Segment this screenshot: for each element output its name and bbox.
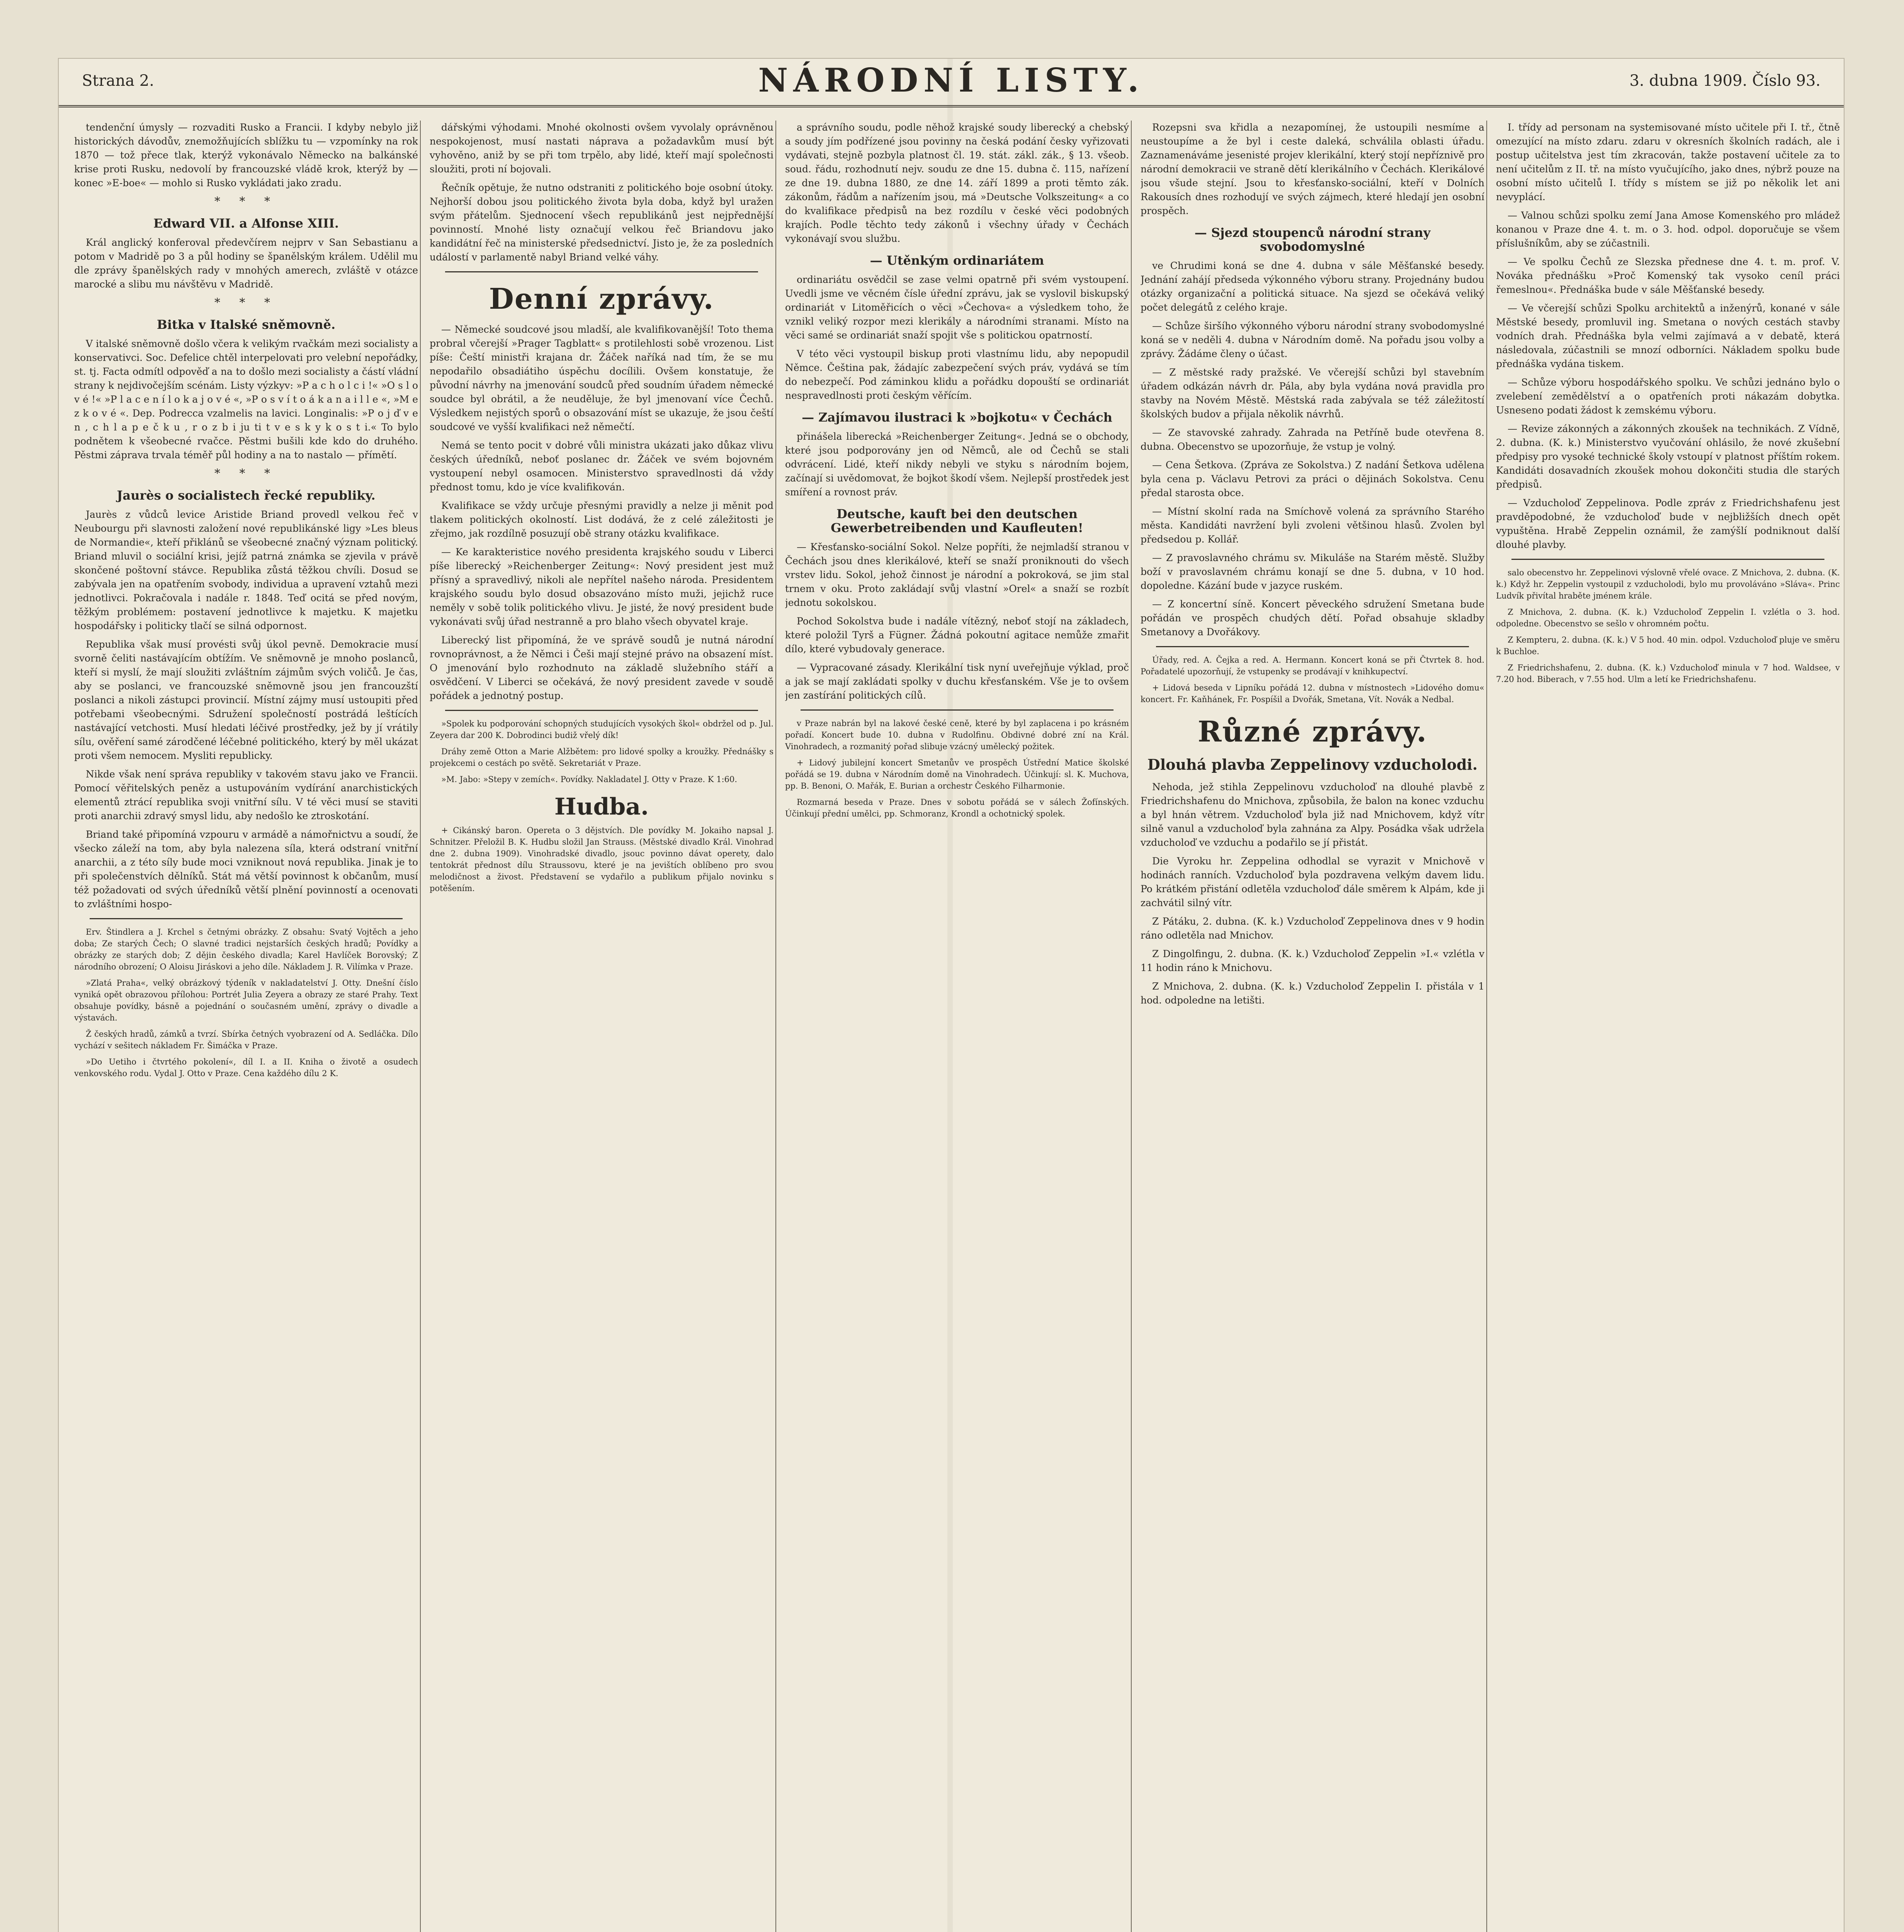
- article-text: Republika však musí provésti svůj úkol pevně. Demokracie musí svorně čeliti nastávajícím obtížím. Ve sněmovně je mnoho poslanců, kteří si myslí, že mají sloužiti zvláštním zájmům svých voličů. Je čas, aby se poslanci, ve francouzské sněmovně jsou jen francouzští poslanci a nikoli zástupci provincií. Místní zájmy musí ustoupiti před potřebami všeobecnými. Sdružení společností postrádá leštících nastávající vetchosti. Musí hledati léčivé prostředky, jež by jí vrátily sílu, ověření samé zárodčené léčebné politického, který by měl ukázat proti všem nemocem. Mysliti republicky.: [74, 639, 418, 761]
- article-text: Pochod Sokolstva bude i nadále vítězný, neboť stojí na základech, které položil Tyrš a Fügner. Žádná pokoutní agitace nemůže zmařit dílo, které vybudovaly generace.: [785, 616, 1129, 655]
- article-text: V této věci vystoupil biskup proti vlastnímu lidu, aby nepopudil Němce. Čeština pak, žádajíc zabezpečení svých práv, vydává se tím do nebezpečí. Pod záminkou klidu a pořádku dopouští se ordinariát nespravedlnosti proti českým věřícím.: [785, 348, 1129, 401]
- notice-text: + Cikánský baron. Opereta o 3 dějstvích. Dle povídky M. Jokaiho napsal J. Schnitzer. Přeložil B. K. Hudbu složil Jan Strauss. (Městské divadlo Král. Vinohrad dne 2. dubna 1909). Vinohradské divadlo, jsouc povinno dávat operety, dalo tentokrát přednost dílu Straussovu, které je na jevištích oblíbeno pro svou melodičnost a živost. Představení se vydařilo a publikum přijalo novinku s potěšením.: [430, 826, 774, 893]
- article-heading: Jaurès o socialistech řecké republiky.: [117, 488, 376, 503]
- section-rule: [801, 709, 1114, 711]
- article-text: Král anglický konferoval předevčírem nejprv v San Sebastianu a potom v Madridě po 3 a půl hodiny se španělským králem. Udělil mu dle zprávy španělských rady v mnohých amerech, zvláště v otázce marocké a slibu mu návštěvu v Madridě.: [74, 237, 418, 290]
- section-heading: Různé zprávy.: [1198, 715, 1427, 748]
- section-heading: Hudba.: [554, 793, 649, 820]
- article-heading: — Utěnkým ordinariátem: [870, 253, 1044, 268]
- notice-text: »Spolek ku podporování schopných studujících vysokých škol« obdržel od p. Jul. Zeyera dar 200 K. Dobrodinci budiž vřelý dík!: [430, 719, 774, 740]
- column-5: [1496, 121, 1840, 1932]
- notice-text: »Zlatá Praha«, velký obrázkový týdeník v nakladatelství J. Otty. Dnešní číslo vyniká opět obrazovou přílohou: Portrét Julia Zeyera a obrazy ze staré Prahy. Text obsahuje povídky, básně a pojednání o současném umění, zprávy o divadle a výstavách.: [74, 978, 418, 1022]
- article-text: I. třídy ad personam na systemisované místo učitele při I. tř., čtně omezující na místo zdaru. zdaru v okresních školních radách, ale i postup učitelstva jest tím zkracován, takže postavení učitele za to není učitelům z II. tř. na místo vyučujícího, jako dnes, nýbrž pouze na osobní místo učitelů I. třídy s místem se již po několik let ani nevyplácí.: [1496, 122, 1840, 202]
- page-number: Strana 2.: [82, 72, 154, 90]
- masthead: [59, 59, 1844, 107]
- notice-text: »Do Uetiho i čtvrtého pokolení«, díl I. a II. Kniha o životě a osudech venkovského rodu. Vydal J. Otto v Praze. Cena každého dílu 2 K.: [74, 1057, 418, 1078]
- newspaper-title: NÁRODNÍ LISTY.: [758, 61, 1144, 99]
- separator: * * *: [214, 296, 278, 310]
- article-text: — Ze stavovské zahrady. Zahrada na Petříně bude otevřena 8. dubna. Obecenstvo se upozorňuje, že vstup je volný.: [1141, 427, 1484, 452]
- article-text: Řečník opětuje, že nutno odstraniti z politického boje osobní útoky. Nejhorší dobou jsou politického života byla doba, když byl uražen svým přátelům. Sjednocení všech republikánů jest nejpřednější povinností. Mnohé listy označují velkou řeč Briandovu jako kandidátní řeč na ministerské předsednictví. Jisto je, že za posledních událostí v parlamentě nabyl Briand velké váhy.: [430, 182, 774, 263]
- article-text: — Valnou schůzi spolku zemí Jana Amose Komenského pro mládež konanou v Praze dne 4. t. m. o 3. hod. odpol. doporučuje se všem příslušníkům, aby se zúčastnili.: [1496, 210, 1840, 249]
- column-1: [74, 121, 418, 1932]
- notice-text: »M. Jabo: »Stepy v zemích«. Povídky. Nakladatel J. Otty v Praze. K 1:60.: [441, 775, 737, 784]
- article-text: — Vzducholoď Zeppelinova. Podle zpráv z Friedrichshafenu jest pravděpodobné, že vzducholoď bude v nejbližších dnech opět vypuštěna. Hrabě Zeppelin oznámil, že zamýšlí podniknout další dlouhé plavby.: [1496, 497, 1840, 550]
- article-subheading: Dlouhá plavba Zeppelinovy vzducholodi.: [1147, 756, 1478, 773]
- notice-text: salo obecenstvo hr. Zeppelinovi výslovně vřelé ovace. Z Mnichova, 2. dubna. (K. k.) Když hr. Zeppelin vystoupil z vzducholodi, bylo mu provoláváno »Sláva«. Princ Ludvík přivítal hraběte jménem krále.: [1496, 568, 1840, 600]
- article-text: Jaurès z vůdců levice Aristide Briand provedl velkou řeč v Neubourgu při slavnosti založení nové republikánské ligy »Les bleus de Normandie«, kteří přiklánů se všeobecné značný význam politický. Briand mluvil o sociální krisi, jejíž patrná známka se zjevila v právě skončené poštovní stávce. Republika zůstá těžkou chvíli. Dosud se zabývala jen na opatřením svobody, individua a upravení vztahů mezi jednotlivci. Pokračovala i nadále r. 1848. Teď ocitá se před novým, těžkým problémem: postavení jednotlivce k majetku. K majetku hospodářsky i politicky tlačí se silná odpornost.: [74, 509, 418, 631]
- article-text: tendenční úmysly — rozvaditi Rusko a Francii. I kdyby nebylo již historických dávodův, znemožňujících sblížku tu — vzpomínky na rok 1870 — tož přece tlak, kterýž vykonávalo Německo na balkánské krise proti Rusku, nedovolí by francouzské vládě krok, kterýž by — konec »E-boe« — mohlo si Rusko vykládati jako zradu.: [74, 122, 418, 189]
- article-text: — Schůze výboru hospodářského spolku. Ve schůzi jednáno bylo o zvelebení zemědělství a o opatřeních proti nákazám dobytka. Usneseno podati žádost k zemskému výboru.: [1496, 377, 1840, 416]
- article-text: Kvalifikace se vždy určuje přesnými pravidly a nelze ji měnit pod tlakem politických okolností. List dodává, že z celé záležitosti je zřejmo, jak rozdílně posuzují obě strany otázku kvalifikace.: [430, 500, 774, 539]
- article-text: — Cena Šetkova. (Zpráva ze Sokolstva.) Z nadání Šetkova udělena byla cena p. Václavu Petrovi za práci o dějinách Sokolstva. Cenu předal starosta obce.: [1141, 459, 1484, 498]
- article-text: Briand také připomíná vzpouru v armádě a námořnictvu a soudí, že všecko záleží na tom, aby byla nalezena síla, která odstraní vnitřní anarchii, a z této síly bude moci vzniknout nová republika. Jinak je to při společenstvích dělníků. Stát má větší povinnost k občanům, musí též požadovati od svých úředníků větší plnění povinností a ocenovati to zvláštními hospo-: [74, 829, 418, 910]
- article-text: V italské sněmovně došlo včera k velikým rvačkám mezi socialisty a konservativci. Soc. Defelice chtěl interpelovati pro velební nepořádky, st. tj. Facta odmítl odpověď a na to došlo mezi socialisty a částí vládní strany k nejdivočejším scénám. Listy výzkyv: »P a c h o l c i !« »O s l o v é !« »P l a c e n í l o k a j o v é «, »P o s v í t o á k a n a i l l e «, »M e z k o v é «. Dep. Podrecca vzalmelis na lavici. Longinalis: »P o j ď v e n , c h l a p e č k u , r o z b i ju ti t v e s k y k o s t i.« To bylo podnětem k všeobecné rvačce. Pěstmi bušili kde kdo do druhého. Pěstmi záprava trvala téměř půl hodiny a na to nastalo — přímětí.: [74, 338, 418, 461]
- article-text: — Vypracované zásady. Klerikální tisk nyní uveřejňuje výklad, proč a jak se mají zakládati spolky v duchu křesťanském. Vše je to ovšem jen zastírání politických cílů.: [785, 662, 1129, 701]
- notice-text: Dráhy země Otton a Marie Alžbětem: pro lidové spolky a kroužky. Přednášky s projekcemi o cestách po světě. Sekretariát v Praze.: [430, 747, 774, 768]
- article-text: Nemá se tento pocit v dobré vůli ministra ukázati jako důkaz vlivu českých úředníků, neboť poslanec dr. Žáček ve svém bojovném vystoupení nebyl osamocen. Ministerstvo spravedlnosti dá vždy přednost tomu, kdo je více kvalifikován.: [430, 440, 774, 493]
- column-3: [785, 121, 1129, 1932]
- article-heading: Edward VII. a Alfonse XIII.: [153, 216, 339, 231]
- section-heading: Denní zprávy.: [489, 282, 714, 316]
- article-text: Liberecký list připomíná, že ve správě soudů je nutná národní rovnoprávnost, a že Němci i Češi mají stejné právo na obsazení míst. O jmenování bylo rozhodnuto na základě služebního stáří a osvědčení. V Liberci se očekává, že nový president zavede v soudě pořádek a jednotný postup.: [430, 634, 774, 701]
- article-text: — Z pravoslavného chrámu sv. Mikuláše na Starém městě. Služby boží v pravoslavném chrámu konají se dne 5. dubna, v 10 hod. dopoledne. Kázání bude v jazyce ruském.: [1141, 552, 1484, 591]
- notice-text: v Praze nabrán byl na lakové české ceně, které by byl zaplacena i po krásném pořadí. Koncert bude 10. dubna v Rudolfinu. Obdivné dobré zní na Král. Vinohradech, a rozmanitý pořad slibuje vzácný umělecký požitek.: [785, 719, 1129, 751]
- article-text: přinášela liberecká »Reichenberger Zeitung«. Jedná se o obchody, které jsou podporovány jen od Němců, ale od Čechů se stali odvrácení. Lidé, kteří nikdy nebyli ve styku s národním bojem, začínají si uvědomovat, že bojkot škodí všem. Nejlepší prostředek jest smíření a rovnost práv.: [785, 431, 1129, 498]
- column-4: [1141, 121, 1484, 1932]
- article-text: Z Mnichova, 2. dubna. (K. k.) Vzducholoď Zeppelin I. přistála v 1 hod. odpoledne na letišti.: [1141, 981, 1484, 1006]
- article-text: — Z koncertní síně. Koncert pěveckého sdružení Smetana bude pořádán ve prospěch chudých dětí. Pořad obsahuje skladby Smetanovy a Dvořákovy.: [1141, 599, 1484, 638]
- article-heading: — Sjezd stoupenců národní strany svobodomyslné: [1194, 225, 1431, 254]
- article-text: ordinariátu osvědčil se zase velmi opatrně při svém vystoupení. Uvedli jsme ve věcném čísle úřední zprávu, jak se vyslovil biskupský ordinariát v Litoměřicích o věci »Čechova« a výsledkem toho, že vznikl veliký rozpor mezi klerikály a národními stranami. Místo na věci samé se ordinariát snaží spojit vše s politickou opatrností.: [785, 274, 1129, 341]
- notice-text: Z Friedrichshafenu, 2. dubna. (K. k.) Vzducholoď minula v 7 hod. Waldsee, v 7.20 hod. Biberach, v 7.55 hod. Ulm a letí ke Friedrichshafenu.: [1496, 663, 1840, 684]
- article-text: — Německé soudcové jsou mladší, ale kvalifikovanější! Toto thema probral včerejší »Prager Tagblatt« s protilehlosti sobě vrozenou. List píše: Čeští ministři krajana dr. Žáček naříká nad tím, že se mu nepodařilo obsadiátiho úspěchu docílili. Ovšem konstatuje, že původní návrhy na jmenování soudců před soudním úřadem německé soudce byl obrátil, a že neuděluje, že byl jmenovaní více Čechů. Výsledkem nejistých sporů o obsazování míst se ukazuje, že jsou čeští soudcové ve vyšší kvalifikaci než němečtí.: [430, 324, 774, 432]
- article-text: dářskými výhodami. Mnohé okolnosti ovšem vyvolaly oprávněnou nespokojenost, musí nastati náprava a požadavkům musí být vyhověno, aniž by se při tom trpělo, aby lidé, kteří mají společnosti sloužiti, proti ní bojovali.: [430, 122, 774, 175]
- column-divider: [1131, 121, 1132, 1932]
- quoted-slogan: Deutsche, kauft bei den deutschen Gewerbetreibenden und Kaufleuten!: [831, 507, 1083, 535]
- article-text: Rozepsni sva křidla a nezapomínej, že ustoupili nesmíme a neustoupíme a že byl i ceste daleká, schválila oblasti úřadu. Zaznamenáváme jesenisté projev klerikální, který stojí nepříznivě pro národní demokracii ve straně dětí klerikálního v Čechách. Klerikálové jsou všude stejní. Jsou to křesťansko-sociální, kteří v Dolních Rakousích dnes rozhodují ve svých zájmech, které hledají jen osobní prospěch.: [1141, 122, 1484, 216]
- article-text: — Ve včerejší schůzi Spolku architektů a inženýrů, konané v sále Městské besedy, promluvil ing. Smetana o nových cestách stavby vodních drah. Přednáška byla velmi zajímavá a v debatě, která následovala, zúčastnili se mnozí odborníci. Nákladem spolku bude přednáška vydána tiskem.: [1496, 303, 1840, 369]
- article-text: Nehoda, jež stihla Zeppelinovu vzducholoď na dlouhé plavbě z Friedrichshafenu do Mnichova, způsobila, že balon na konec vzduchu a byl hnán větrem. Vzducholoď byla již nad Mnichovem, když vítr silně vanul a vzducholoď byla zahnána za Alpy. Posádka však udržela vzducholoď ve vzduchu a podařilo se jí přistát.: [1141, 781, 1484, 848]
- notice-text: Ž českých hradů, zámků a tvrzí. Sbírka četných vyobrazení od A. Sedláčka. Dílo vychází v sešitech nákladem Fr. Šimáčka v Praze.: [74, 1029, 418, 1050]
- article-text: Z Dingolfingu, 2. dubna. (K. k.) Vzducholoď Zeppelin »I.« vzlétla v 11 hodin ráno k Mnichovu.: [1141, 948, 1484, 973]
- section-rule: [445, 710, 758, 711]
- newspaper-page: [58, 58, 1844, 1932]
- separator: * * *: [214, 195, 278, 208]
- article-text: — Křesťansko-sociální Sokol. Nelze popříti, že nejmladší stranou v Čechách jsou dnes klerikálové, kteří se snaží proniknouti do všech vrstev lidu. Sokol, jehož činnost je národní a pokroková, se jim stal trnem v oku. Proto zakládají svůj vlastní »Orel« a snaží se rozbít jednotu sokolskou.: [785, 541, 1129, 608]
- article-text: Nikde však není správa republiky v takovém stavu jako ve Francii. Pomocí věřitelských peněz a ustupováním vydírání anarchistických elementů ztrácí republika svoji vnitřní sílu. V té věci musí se staviti proti anarchii zdravý smysl lidu, aby nedošlo ke ztroskotání.: [74, 769, 418, 821]
- article-text: — Z městské rady pražské. Ve včerejší schůzi byl stavebním úřadem odkázán návrh dr. Pála, aby byla vydána nová pravidla pro stavby na Novém Městě. Městská rada zabývala se též záležitostí školských budov a přijala několik návrhů.: [1141, 367, 1484, 420]
- section-rule: [1511, 559, 1824, 560]
- notice-text: Z Kempteru, 2. dubna. (K. k.) V 5 hod. 40 min. odpol. Vzducholoď pluje ve směru k Buchloe.: [1496, 635, 1840, 656]
- column-2: [430, 121, 774, 1932]
- notice-text: Úřady, red. A. Čejka a red. A. Hermann. Koncert koná se při Čtvrtek 8. hod. Pořadatelé upozorňují, že vstupenky se prodávají v knihkupectví.: [1141, 655, 1484, 676]
- column-divider: [420, 121, 421, 1932]
- article-text: Z Pátáku, 2. dubna. (K. k.) Vzducholoď Zeppelinova dnes v 9 hodin ráno odletěla nad Mnichov.: [1141, 916, 1484, 941]
- separator: * * *: [214, 467, 278, 480]
- issue-date: 3. dubna 1909. Číslo 93.: [1629, 72, 1821, 90]
- article-text: Die Vyroku hr. Zeppelina odhodlal se vyrazit v Mnichově v hodinách ranních. Vzducholoď byla pozdravena velkým davem lidu. Po krátkém přistání odletěla vzducholoď dále směrem k Alpám, kde ji zachvátil silný vítr.: [1141, 855, 1484, 908]
- article-heading: Bitka v Italské sněmovně.: [156, 317, 336, 332]
- article-text: — Schůze širšího výkonného výboru národní strany svobodomyslné koná se v neděli 4. dubna v Národním domě. Na pořadu jsou volby a zprávy. Žádáme členy o účast.: [1141, 320, 1484, 359]
- notice-text: Erv. Štindlera a J. Krchel s četnými obrázky. Z obsahu: Svatý Vojtěch a jeho doba; Ze starých Čech; O slavné tradici nejstarších českých hradů; Povídky a obrázky ze starých dob; Z dějin českého divadla; Karel Havlíček Borovský; Z národního obrození; O Aloisu Jiráskovi a jeho díle. Nákladem J. R. Vilímka v Praze.: [74, 927, 418, 971]
- section-rule: [1156, 646, 1469, 647]
- article-text: — Místní skolní rada na Smíchově volená za správního Starého města. Kandidáti navržení byli zvoleni většinou hlasů. Zvolen byl předsedou p. Kollář.: [1141, 506, 1484, 545]
- article-text: — Revize zákonných a zákonných zkoušek na technikách. Z Vídně, 2. dubna. (K. k.) Ministerstvo vyučování ohlásilo, že nové zkušební předpisy pro vysoké technické školy vstoupí v platnost příštím rokem. Kandidáti dosavadních zkoušek mohou dokončiti studia dle starých předpisů.: [1496, 423, 1840, 490]
- article-text: a správního soudu, podle něhož krajské soudy liberecký a chebský a soudy jím podřízené jsou povinny na česká podání česky vyřizovati vydávati, stejně pozbyla platnost čl. 19. stát. zákl. zák., § 13. všeob. soud. řádu, rozhodnutí nejv. soudu ze dne 15. dubna č. 115, nařízení ze dne 19. dubna 1880, ze dne 14. září 1899 a proti těmto zák. zákonům, řádům a nařízením jsou, má »Deutsche Volkszeitung« a co do kvalifikace předpisů na bez rozdílu v české věci podobných krajích. Podle těchto tedy zákonů i všechny úřady v Čechách vykonávají svou službu.: [785, 122, 1129, 244]
- notice-text: Rozmarná beseda v Praze. Dnes v sobotu pořádá se v sálech Žofínských. Účinkují přední umělci, pp. Schmoranz, Krondl a ochotnický spolek.: [785, 798, 1129, 818]
- notice-text: + Lidový jubilejní koncert Smetanův ve prospěch Ústřední Matice školské pořádá se 19. dubna v Národním domě na Vinohradech. Účinkují: sl. K. Muchova, pp. B. Benoni, O. Mařák, E. Burian a orchestr Českého Filharmonie.: [785, 758, 1129, 791]
- column-divider: [1486, 121, 1487, 1932]
- notice-text: Z Mnichova, 2. dubna. (K. k.) Vzducholoď Zeppelin I. vzlétla o 3. hod. odpoledne. Obecenstvo se sešlo v ohromném počtu.: [1496, 607, 1840, 628]
- article-text: — Ke karakteristice nového presidenta krajského soudu v Liberci píše liberecký »Reichenberger Zeitung«: Nový president jest muž přísný a spravedlivý, nikoli ale nepřítel našeho národa. Presidentem krajského soudu bylo dosud obsazováno místo muži, jejichž ruce neměly v sobě tolik politického vlivu. Je jisté, že nový president bude vykonávati svůj úřad nestranně a pro blaho všech obyvatel kraje.: [430, 546, 774, 627]
- article-heading: — Zajímavou ilustraci k »bojkotu« v Čechách: [802, 410, 1112, 425]
- section-rule: [90, 918, 403, 919]
- article-text: ve Chrudimi koná se dne 4. dubna v sále Měšťanské besedy. Jednání zahájí předseda výkonného výboru strany. Projednány budou otázky organizační a politická situace. Na sjezd se očekává veliký počet delegátů z celého kraje.: [1141, 260, 1484, 313]
- section-rule: [445, 271, 758, 272]
- article-text: — Ve spolku Čechů ze Slezska přednese dne 4. t. m. prof. V. Nováka přednášku »Proč Komenský tak vysoko ceníl práci řemeslnou«. Přednáška bude v sále Měšťanské besedy.: [1496, 256, 1840, 295]
- column-divider: [775, 121, 776, 1932]
- notice-text: + Lidová beseda v Lipníku pořádá 12. dubna v místnostech »Lidového domu« koncert. Fr. Kaňhánek, Fr. Pospíšil a Dvořák, Smetana, Vít. Novák a Nedbal.: [1141, 683, 1484, 704]
